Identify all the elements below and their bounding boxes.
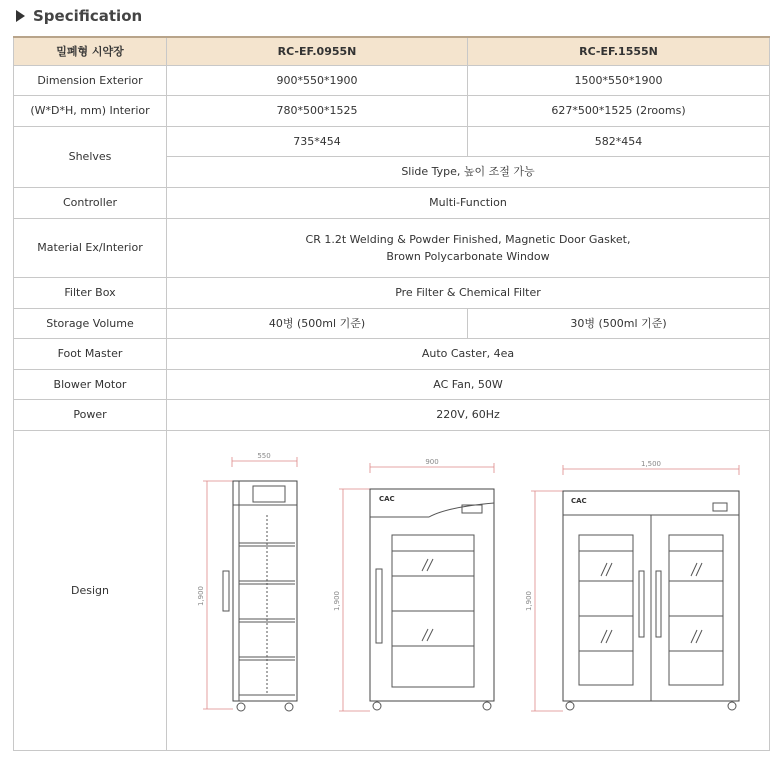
cell-value: Slide Type, 높이 조절 가능 (167, 156, 770, 187)
row-label: Design (14, 430, 167, 750)
cell-value: Multi-Function (167, 187, 770, 218)
table-header-row (14, 37, 770, 65)
cell-value: Auto Caster, 4ea (167, 338, 770, 369)
cell-value: 30병 (500ml 기준) (468, 308, 770, 338)
row-label: Shelves (14, 126, 167, 187)
table-row (14, 277, 770, 308)
material-line-1: CR 1.2t Welding & Powder Finished, Magnetic Door Gasket, (305, 232, 631, 246)
material-line-2: Brown Polycarbonate Window (386, 249, 550, 263)
table-row (14, 95, 770, 126)
row-label: Blower Motor (14, 369, 167, 399)
row-label: Material Ex/Interior (14, 218, 167, 277)
header-model-a: RC-EF.0955N (167, 37, 468, 65)
cell-value: 1500*550*1900 (468, 65, 770, 95)
table-row (14, 399, 770, 430)
cell-value: 220V, 60Hz (167, 399, 770, 430)
table-row (14, 187, 770, 218)
front2-height-label: 1,900 (525, 590, 533, 612)
side-width-label: 550 (257, 452, 271, 460)
cell-value: 900*550*1900 (167, 65, 468, 95)
side-height-label: 1,900 (197, 585, 205, 607)
header-category: 밀폐형 시약장 (14, 37, 167, 65)
front1-height-label: 1,900 (333, 590, 341, 612)
row-label: Power (14, 399, 167, 430)
table-row (14, 430, 770, 750)
cell-value: 780*500*1525 (167, 95, 468, 126)
front2-width-label: 1,500 (640, 460, 662, 468)
header-model-b: RC-EF.1555N (468, 37, 770, 65)
table-row (14, 218, 770, 277)
row-label: Controller (14, 187, 167, 218)
cell-value: AC Fan, 50W (167, 369, 770, 399)
cell-value (167, 218, 770, 277)
table-row (14, 65, 770, 95)
spec-table (13, 36, 770, 751)
table-row (14, 308, 770, 338)
table-row (14, 369, 770, 399)
cabinet-drawings (167, 431, 768, 749)
front1-width-label: 900 (425, 458, 439, 466)
row-label: Storage Volume (14, 308, 167, 338)
design-drawings-cell (167, 430, 770, 750)
side-view-drawing (203, 457, 297, 711)
table-row (14, 338, 770, 369)
section-title-text: Specification (33, 7, 143, 25)
row-label: Filter Box (14, 277, 167, 308)
front-view-single-door (339, 463, 494, 711)
row-label: (W*D*H, mm) Interior (14, 95, 167, 126)
cell-value: 40병 (500ml 기준) (167, 308, 468, 338)
table-row (14, 126, 770, 156)
section-title (16, 6, 142, 26)
cell-value: Pre Filter & Chemical Filter (167, 277, 770, 308)
row-label: Foot Master (14, 338, 167, 369)
cell-value: 582*454 (468, 126, 770, 156)
row-label: Dimension Exterior (14, 65, 167, 95)
logo-mark: CAC (571, 497, 587, 505)
logo-mark: CAC (379, 495, 395, 503)
cell-value: 735*454 (167, 126, 468, 156)
cell-value: 627*500*1525 (2rooms) (468, 95, 770, 126)
front-view-double-door (531, 465, 739, 711)
triangle-bullet-icon (16, 10, 25, 22)
